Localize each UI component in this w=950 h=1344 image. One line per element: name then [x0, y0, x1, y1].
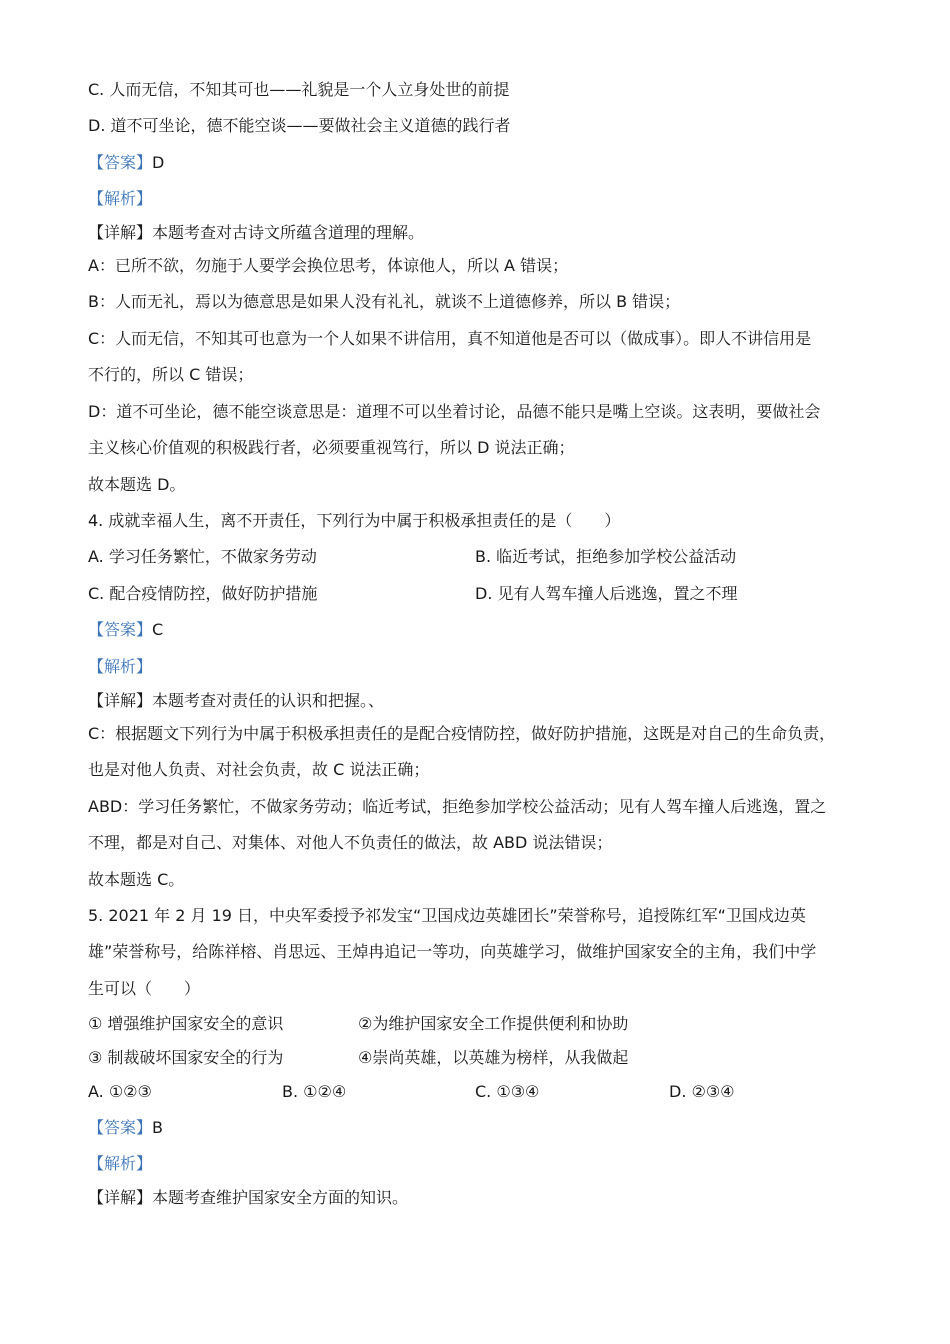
q4-explain-c-1: C：根据题文下列行为中属于积极承担责任的是配合疫情防控，做好防护措施，这既是对自己的生命负责， — [88, 724, 836, 743]
q3-option-d: D. 道不可坐论，德不能空谈——要做社会主义道德的践行者 — [88, 116, 511, 135]
q3-explain-c-1: C：人而无信，不知其可也意为一个人如果不讲信用，真不知道他是否可以（做成事）。即人不讲信用是 — [88, 329, 812, 348]
q3-option-c: C. 人而无信，不知其可也——礼貌是一个人立身处世的前提 — [88, 80, 510, 99]
detail-text: 本题考查对古诗文所蕴含道理的理解。 — [152, 223, 425, 242]
answer-tag: 【答案】 — [88, 153, 153, 172]
q5-option-b: B. ①②④ — [282, 1082, 347, 1101]
q4-analysis-tag: 【解析】 — [88, 657, 153, 676]
q3-detail — [88, 222, 868, 244]
q5-options-row — [88, 1081, 868, 1103]
answer-value: B — [152, 1118, 163, 1137]
q3-explain-c-2: 不行的，所以 C 错误； — [88, 365, 254, 384]
q5-item-1: ① 增强维护国家安全的意识 — [88, 1014, 284, 1033]
q3-analysis-tag: 【解析】 — [88, 189, 153, 208]
q4-options-row-2 — [88, 583, 868, 605]
q5-item-4: ④崇尚英雄，以英雄为榜样，从我做起 — [358, 1048, 629, 1067]
q5-detail — [88, 1187, 868, 1209]
q4-option-b: B. 临近考试，拒绝参加学校公益活动 — [475, 547, 737, 566]
q5-question-2: 雄”荣誉称号，给陈祥榕、肖思远、王焯冉追记一等功，向英雄学习，做维护国家安全的主角，我们中学 — [88, 942, 817, 961]
q4-explain-c-2: 也是对他人负责、对社会负责，故 C 说法正确； — [88, 760, 430, 779]
detail-text: 本题考查维护国家安全方面的知识。 — [152, 1188, 409, 1207]
q5-item-2: ②为维护国家安全工作提供便利和协助 — [358, 1014, 629, 1033]
q5-analysis-tag: 【解析】 — [88, 1154, 153, 1173]
detail-tag: 【详解】 — [88, 1188, 153, 1207]
detail-tag: 【详解】 — [88, 691, 153, 710]
q4-options-row-1 — [88, 546, 868, 568]
detail-text: 本题考查对责任的认识和把握。、 — [152, 691, 385, 710]
q5-question-1: 5. 2021 年 2 月 19 日，中央军委授予祁发宝“卫国戍边英雄团长”荣誉称号，追授陈红军“卫国戍边英 — [88, 906, 806, 925]
detail-tag: 【详解】 — [88, 223, 153, 242]
answer-tag: 【答案】 — [88, 620, 153, 639]
q5-question-3: 生可以（ ） — [88, 979, 201, 998]
q4-explain-abd-1: ABD：学习任务繁忙，不做家务劳动；临近考试，拒绝参加学校公益活动；见有人驾车撞人后逃逸，置之 — [88, 797, 827, 816]
q3-explain-d-1: D：道不可坐论，德不能空谈意思是：道理不可以坐着讨论，品德不能只是嘴上空谈。这表明，要做社会 — [88, 402, 821, 421]
answer-value: C — [152, 620, 164, 639]
q5-option-a: A. ①②③ — [88, 1082, 152, 1101]
answer-tag: 【答案】 — [88, 1118, 153, 1137]
q3-answer — [88, 152, 868, 174]
q5-option-c: C. ①③④ — [475, 1082, 540, 1101]
q4-answer — [88, 619, 868, 641]
answer-value: D — [152, 153, 165, 172]
q4-option-d: D. 见有人驾车撞人后逃逸，置之不理 — [475, 584, 738, 603]
q3-explain-b: B：人而无礼，焉以为德意思是如果人没有礼礼，就谈不上道德修养，所以 B 错误； — [88, 292, 681, 311]
q4-detail — [88, 690, 868, 712]
q5-answer — [88, 1117, 868, 1139]
q4-question: 4. 成就幸福人生，离不开责任，下列行为中属于积极承担责任的是（ ） — [88, 511, 621, 530]
q4-option-a: A. 学习任务繁忙，不做家务劳动 — [88, 547, 317, 566]
q5-items-row-2 — [88, 1047, 868, 1069]
q4-option-c: C. 配合疫情防控，做好防护措施 — [88, 584, 318, 603]
q3-explain-d-2: 主义核心价值观的积极践行者，必须要重视笃行，所以 D 说法正确； — [88, 438, 575, 457]
q5-items-row-1 — [88, 1013, 868, 1035]
q4-explain-abd-2: 不理，都是对自己、对集体、对他人不负责任的做法，故 ABD 说法错误； — [88, 833, 613, 852]
q4-conclusion: 故本题选 C。 — [88, 870, 185, 889]
q3-explain-a: A：已所不欲，勿施于人要学会换位思考，体谅他人，所以 A 错误； — [88, 256, 569, 275]
q5-item-3: ③ 制裁破坏国家安全的行为 — [88, 1048, 284, 1067]
q5-option-d: D. ②③④ — [669, 1082, 735, 1101]
q3-conclusion: 故本题选 D。 — [88, 475, 186, 494]
